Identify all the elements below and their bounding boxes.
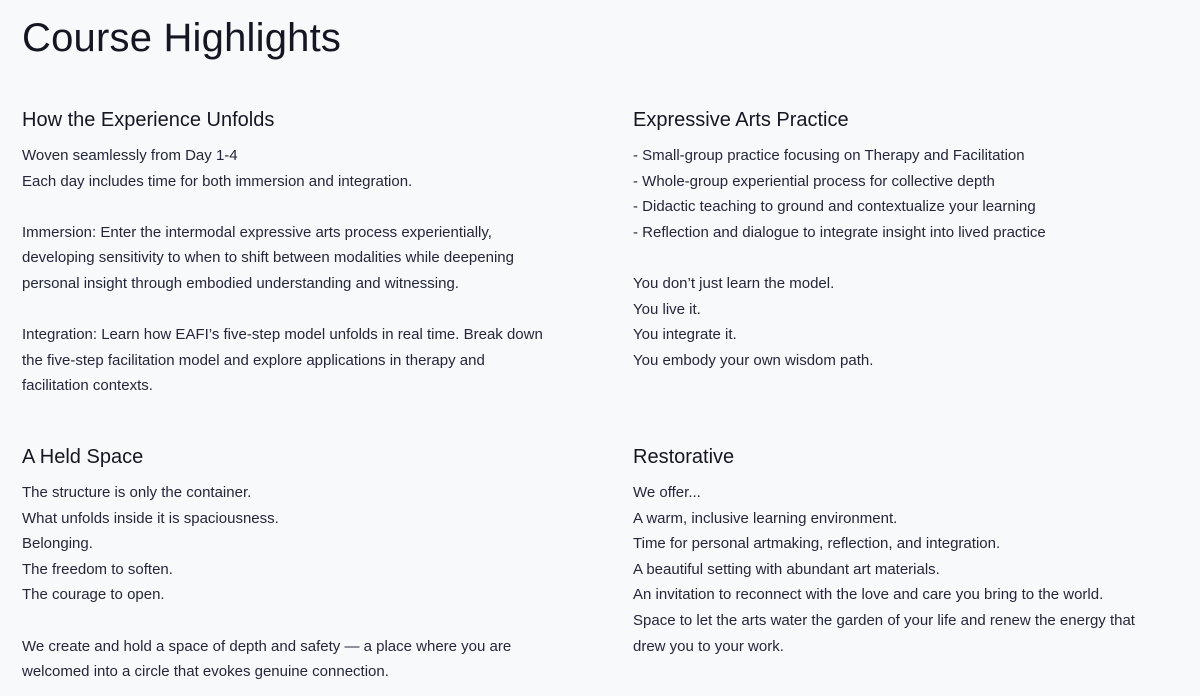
body-line: We create and hold a space of depth and safety — a place where you are <box>22 637 512 655</box>
body-line: A warm, inclusive learning environment. <box>633 509 898 527</box>
body-line: facilitation contexts. <box>22 377 153 395</box>
body-line: The courage to open. <box>22 586 165 604</box>
body-line: developing sensitivity to when to shift between modalities while deepening <box>22 249 514 267</box>
bullet-line: - Didactic teaching to ground and contextualize your learning <box>633 198 1036 216</box>
body-line: You don’t just learn the model. <box>633 274 835 292</box>
body-line: Space to let the arts water the garden of your life and renew the energy that <box>633 611 1135 629</box>
section-a-held-space <box>22 444 582 685</box>
section-restorative <box>633 444 1193 659</box>
body-line: personal insight through embodied understanding and witnessing. <box>22 274 459 292</box>
bullet-line: - Whole-group experiential process for collective depth <box>633 172 995 190</box>
body-line: The structure is only the container. <box>22 484 252 501</box>
bullet-line: - Reflection and dialogue to integrate insight into lived practice <box>633 223 1046 241</box>
section-heading: Expressive Arts Practice <box>633 109 849 131</box>
body-line: We offer... <box>633 484 701 501</box>
body-line: Belonging. <box>22 535 93 553</box>
blank-line <box>22 608 582 634</box>
body-line: Integration: Learn how EAFI’s five-step model unfolds in real time. Break down <box>22 326 543 344</box>
body-line: You live it. <box>633 300 701 318</box>
body-line: Immersion: Enter the intermodal expressive arts process experientially, <box>22 223 492 241</box>
body-line: Woven seamlessly from Day 1-4 <box>22 147 238 164</box>
section-heading: How the Experience Unfolds <box>22 109 275 131</box>
body-line: Time for personal artmaking, reflection, and integration. <box>633 535 1001 553</box>
body-line: Each day includes time for both immersion and integration. <box>22 172 413 190</box>
section-body <box>22 480 582 685</box>
body-line: welcomed into a circle that evokes genuine connection. <box>22 663 389 681</box>
body-line: drew you to your work. <box>633 637 784 655</box>
body-line: You integrate it. <box>633 326 737 344</box>
section-expressive-arts-practice <box>633 107 1193 373</box>
blank-line <box>22 297 582 323</box>
section-heading: A Held Space <box>22 446 144 468</box>
blank-line <box>633 245 1193 271</box>
body-line: The freedom to soften. <box>22 560 173 578</box>
body-line: A beautiful setting with abundant art materials. <box>633 560 940 578</box>
page-title: Course Highlights <box>22 16 342 60</box>
section-heading: Restorative <box>633 446 735 468</box>
section-body <box>633 480 1193 659</box>
section-how-the-experience-unfolds <box>22 107 582 399</box>
body-line: What unfolds inside it is spaciousness. <box>22 509 279 527</box>
body-line: You embody your own wisdom path. <box>633 351 874 369</box>
bullet-line: - Small-group practice focusing on Therapy and Facilitation <box>633 147 1025 164</box>
body-line: An invitation to reconnect with the love and care you bring to the world. <box>633 586 1104 604</box>
section-body <box>633 143 1193 373</box>
body-line: the five-step facilitation model and explore applications in therapy and <box>22 351 485 369</box>
section-body <box>22 143 582 399</box>
blank-line <box>22 194 582 220</box>
